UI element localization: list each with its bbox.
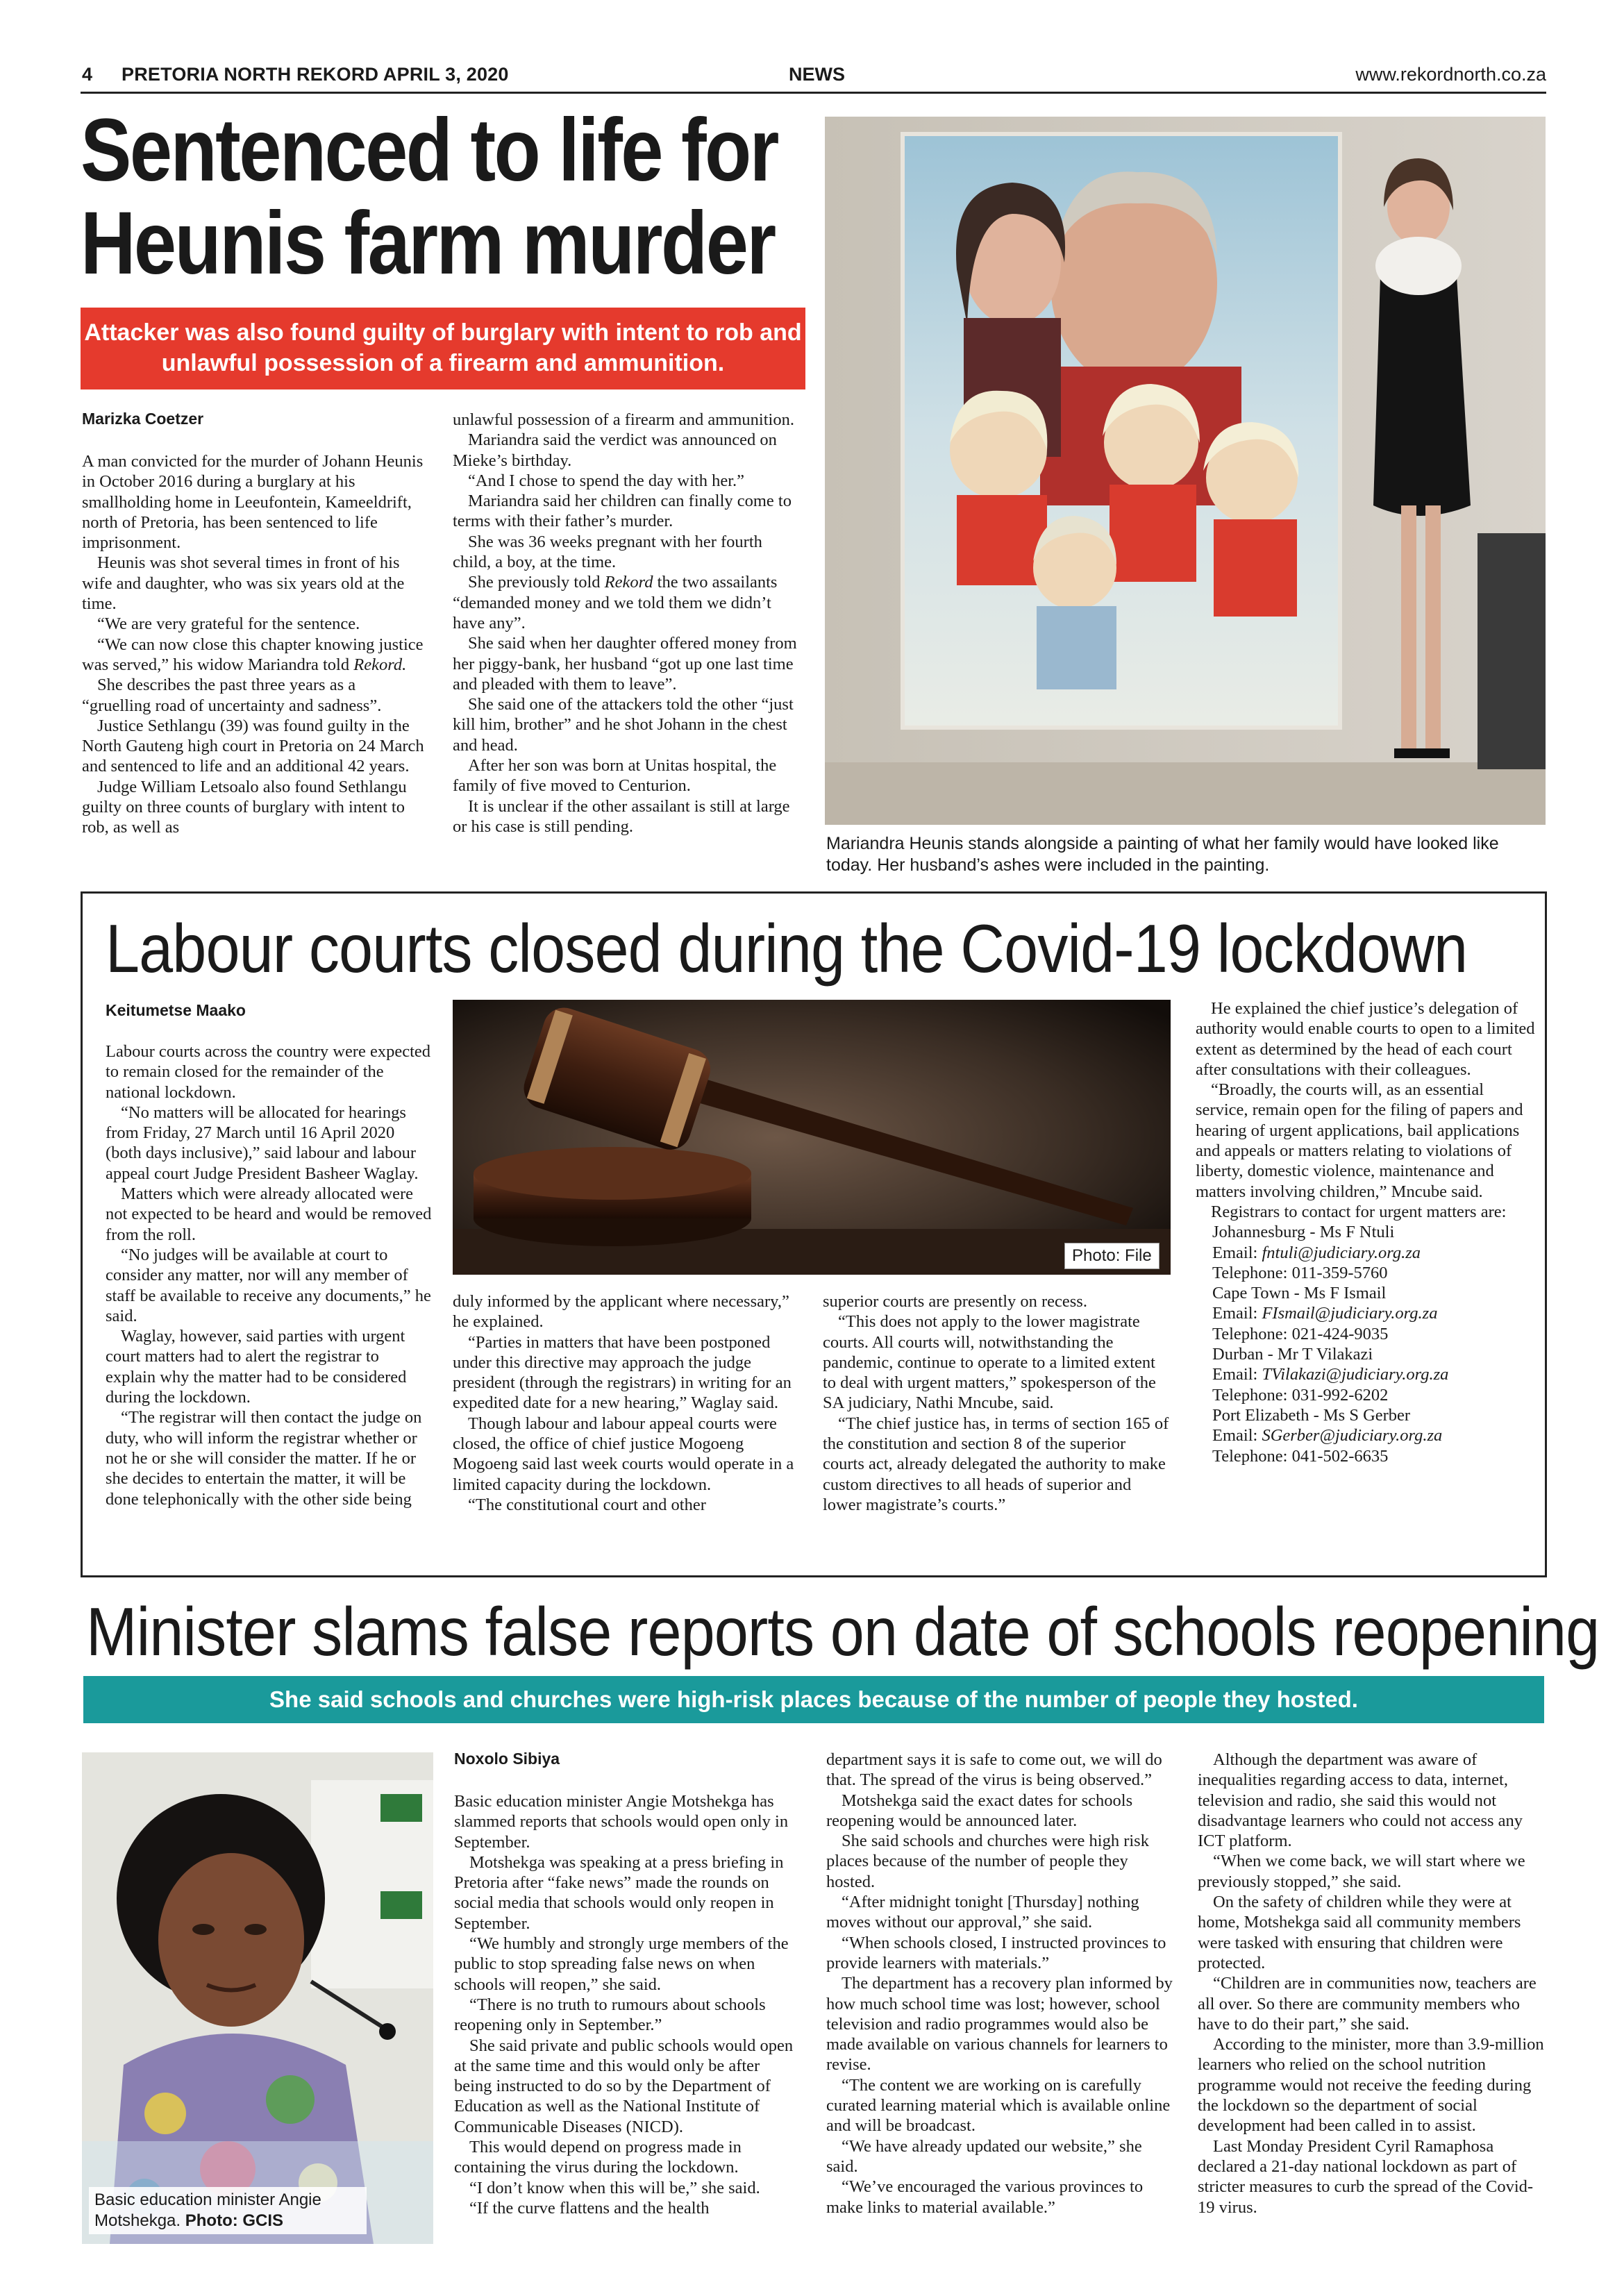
- section-label: NEWS: [789, 64, 845, 85]
- paragraph: “And I chose to spend the day with her.”: [468, 471, 745, 490]
- paragraph: Last Monday President Cyril Ramaphosa declared a 21-day national lockdown as part of stricter measures to curb the spread of the Covid-19 virus.: [1198, 2136, 1534, 2217]
- publication-dateline: PRETORIA NORTH REKORD APRIL 3, 2020: [122, 64, 509, 85]
- paragraph: “We are very grateful for the sentence.: [97, 614, 360, 634]
- contact-region: Port Elizabeth - Ms S Gerber: [1212, 1405, 1411, 1425]
- paragraph: “The content we are working on is carefully curated learning material which is available online and will be broadcast.: [826, 2075, 1171, 2136]
- paragraph: “When we come back, we will start where we previously stopped,” she said.: [1198, 1852, 1525, 1891]
- family-portrait-photo-art: [825, 117, 1546, 825]
- contact-phone: Telephone: 041-502-6635: [1212, 1446, 1389, 1466]
- paragraph: “We have already updated our website,” she said.: [826, 2136, 1142, 2176]
- paragraph: Waglay, however, said parties with urgent court matters had to alert the registrar to explain why the matter had to be considered during the lockdown.: [106, 1327, 407, 1407]
- paragraph-text: “We can now close this chapter knowing justice was served,” his widow Mariandra told: [82, 635, 424, 674]
- paragraph: “We humbly and strongly urge members of the public to stop spreading false news on when schools will reopen,” she said.: [454, 1934, 789, 1994]
- paragraph: He explained the chief justice’s delegation of authority would enable courts to open to a limited extent as determined by the head of each court after consultations with their colleagues.: [1196, 999, 1535, 1079]
- paragraph: Although the department was aware of inequalities regarding access to data, internet, television and radio, she said this would not disadvantage learners who could not access any ICT platform.: [1198, 1750, 1523, 1851]
- contact-email: [1212, 1303, 1539, 1323]
- paragraph: Heunis was shot several times in front of his wife and daughter, who was six years old at the time.: [82, 553, 405, 614]
- paragraph-text: She previously told: [468, 573, 601, 592]
- gavel-photo: [453, 1000, 1171, 1275]
- paragraph: “After midnight tonight [Thursday] nothing moves without our approval,” she said.: [826, 1893, 1139, 1932]
- paragraph: Though labour and labour appeal courts were closed, the office of chief justice Mogoeng Mogoeng said last week courts would operate in a limited capacity during the lockdown.: [453, 1414, 794, 1494]
- paragraph: “Children are in communities now, teachers are all over. So there are community members who have to do their part,” she said.: [1198, 1974, 1537, 2034]
- paragraph: Basic education minister Angie Motshekga has slammed reports that schools would open only in September.: [454, 1792, 789, 1852]
- paragraph: According to the minister, more than 3.9-million learners who relied on the school nutrition programme would not receive the feeding during the lockdown so the department of social development had been called in to assist.: [1198, 2035, 1544, 2136]
- story3-photo-caption: [89, 2187, 367, 2234]
- paragraph: “The constitutional court and other: [468, 1495, 706, 1514]
- contact-email: [1212, 1364, 1539, 1384]
- story1-byline: Marizka Coetzer: [82, 410, 204, 428]
- story3-column-2: [826, 1750, 1177, 2218]
- story1-photo-caption: Mariandra Heunis stands alongside a painting of what her family would have looked like today. Her husband’s ashes were included in the painting.: [826, 834, 1499, 875]
- story1-headline-line1: Sentenced to life for: [81, 101, 778, 200]
- paragraph: “No matters will be allocated for hearings from Friday, 27 March until 16 April 2020 (both days inclusive),” said labour and labour appeal court Judge President Basheer Waglay.: [106, 1103, 419, 1183]
- paragraph: [82, 635, 426, 676]
- paragraph: She said one of the attackers told the other “just kill him, brother” and he shot Johann in the chest and head.: [453, 695, 794, 755]
- paragraph: She said schools and churches were high risk places because of the number of people they hosted.: [826, 1832, 1149, 1891]
- paragraph-text: the two assailants “demanded money and we told them we didn’t have any”.: [453, 573, 778, 632]
- paragraph: She said when her daughter offered money from her piggy-bank, her husband “got up one last time and pleaded with them to leave”.: [453, 634, 797, 694]
- contact-phone: Telephone: 011-359-5760: [1212, 1263, 1388, 1282]
- paragraph: [453, 572, 803, 633]
- story3-headline: Minister slams false reports on date of schools reopening: [86, 1593, 1600, 1670]
- contact-email-address[interactable]: FIsmail@judiciary.org.za: [1262, 1304, 1438, 1323]
- story3-column-3: [1198, 1750, 1545, 2218]
- gavel-photo-art: [453, 1000, 1171, 1275]
- paragraph: It is unclear if the other assailant is still at large or his case is still pending.: [453, 796, 790, 836]
- story1-deck: Attacker was also found guilty of burglary with intent to rob and unlawful possession of a firearm and ammunition.: [81, 308, 805, 389]
- contact-email-label: Email:: [1212, 1426, 1262, 1446]
- paragraph: “There is no truth to rumours about schools reopening only in September.”: [454, 1995, 766, 2035]
- minister-portrait-photo: [82, 1752, 433, 2244]
- story1-column-1: [82, 451, 426, 838]
- story2-column-3: [823, 1291, 1170, 1515]
- contact-email-address[interactable]: TVilakazi@judiciary.org.za: [1262, 1365, 1449, 1384]
- paragraph: On the safety of children while they were at home, Motshekga said all community members were tasked with ensuring that children were protected.: [1198, 1893, 1521, 1972]
- registrar-contacts: [1196, 1222, 1539, 1466]
- story1-column-2: [453, 410, 803, 837]
- paragraph: “When schools closed, I instructed provinces to provide learners with materials.”: [826, 1933, 1166, 1972]
- website-url[interactable]: www.rekordnorth.co.za: [1355, 64, 1546, 85]
- rekord-name: Rekord.: [353, 655, 407, 674]
- contact-region: Johannesburg - Ms F Ntuli: [1212, 1223, 1395, 1242]
- rekord-name: Rekord: [604, 573, 653, 592]
- page-number: 4: [82, 64, 93, 85]
- minister-portrait-photo-art: [82, 1752, 433, 2244]
- contact-region: Cape Town - Ms F Ismail: [1212, 1284, 1387, 1303]
- header-rule: [81, 92, 1546, 94]
- story2-column-2: [453, 1291, 796, 1515]
- paragraph: “The registrar will then contact the judge on duty, who will inform the registrar whether or not he or she will consider the matter. If he or she decides to entertain the matter, it will be done telephonically with the other side being: [106, 1408, 422, 1509]
- story3-deck: She said schools and churches were high-risk places because of the number of people they hosted.: [83, 1676, 1544, 1723]
- story2-headline: Labour courts closed during the Covid-19 lockdown: [106, 910, 1468, 987]
- paragraph: Judge William Letsoalo also found Sethlangu guilty on three counts of burglary with intent to rob, as well as: [82, 777, 407, 837]
- story2-column-1: [106, 1041, 432, 1509]
- paragraph: superior courts are presently on recess.: [823, 1292, 1087, 1311]
- contact-phone: Telephone: 021-424-9035: [1212, 1324, 1389, 1343]
- story2-column-4: [1196, 998, 1539, 1466]
- story1-headline-line2: Heunis farm murder: [81, 194, 775, 293]
- contact-email-label: Email:: [1212, 1243, 1262, 1262]
- story2-photo-credit: Photo: File: [1064, 1243, 1160, 1269]
- paragraph: Motshekga said the exact dates for schools reopening would be announced later.: [826, 1791, 1133, 1830]
- family-portrait-photo: [825, 117, 1546, 825]
- caption-credit: Photo: GCIS: [185, 2211, 284, 2230]
- paragraph: unlawful possession of a firearm and ammunition.: [453, 410, 794, 429]
- paragraph: Mariandra said her children can finally come to terms with their father’s murder.: [453, 492, 792, 531]
- contact-phone: Telephone: 031-992-6202: [1212, 1385, 1389, 1405]
- caption-text: Basic education minister Angie Motshekga.: [94, 2190, 321, 2230]
- paragraph: Matters which were already allocated were not expected to be heard and would be removed from the roll.: [106, 1184, 432, 1244]
- story2-byline: Keitumetse Maako: [106, 1001, 246, 1019]
- paragraph: The department has a recovery plan informed by how much school time was lost; however, school television and radio programmes would also be made available on various channels for learners to revise.: [826, 1974, 1173, 2075]
- paragraph: “We’ve encouraged the various provinces to make links to material available.”: [826, 2177, 1144, 2217]
- paragraph: “Broadly, the courts will, as an essential service, remain open for the filing of papers and hearing of urgent applications, bail applications and appeals or matters relating to violations of liberty, domestic violence, maintenance and matters involving children,” Mncube said.: [1196, 1080, 1523, 1201]
- paragraph: A man convicted for the murder of Johann Heunis in October 2016 during a burglary at his smallholding home in Leeufontein, Kameeldrift, north of Pretoria, has been sentenced to life imprisonment.: [82, 452, 424, 553]
- paragraph: She said private and public schools would open at the same time and this would only be after being instructed to do so by the Department of Education as well as the National Institute of Communicable Diseases (NICD).: [454, 2036, 794, 2136]
- story3-column-1: [454, 1791, 801, 2218]
- story1-headline: [81, 101, 778, 293]
- contact-email: [1212, 1425, 1539, 1446]
- paragraph: After her son was born at Unitas hospital, the family of five moved to Centurion.: [453, 756, 777, 796]
- story3-byline: Noxolo Sibiya: [454, 1750, 560, 1768]
- paragraph: This would depend on progress made in containing the virus during the lockdown.: [454, 2138, 742, 2177]
- contact-email: [1212, 1243, 1539, 1263]
- paragraph: Motshekga was speaking at a press briefing in Pretoria after “fake news” made the rounds on social media that schools would only reopen in September.: [454, 1852, 784, 1933]
- contact-email-address[interactable]: SGerber@judiciary.org.za: [1262, 1426, 1443, 1446]
- paragraph: She describes the past three years as a “gruelling road of uncertainty and sadness”.: [82, 676, 382, 715]
- paragraph: “This does not apply to the lower magistrate courts. All courts will, notwithstanding the pandemic, continue to operate to a limited extent to deal with urgent matters,” spokesperson of the SA judiciary, Nathi Mncube, said.: [823, 1312, 1156, 1413]
- paragraph: Mariandra said the verdict was announced on Mieke’s birthday.: [453, 430, 777, 470]
- paragraph: Justice Sethlangu (39) was found guilty in the North Gauteng high court in Pretoria on 24 March and sentenced to life and an additional 42 years.: [82, 716, 424, 776]
- contact-email-address[interactable]: fntuli@judiciary.org.za: [1262, 1243, 1421, 1262]
- paragraph: Labour courts across the country were expected to remain closed for the remainder of the national lockdown.: [106, 1042, 431, 1102]
- paragraph: department says it is safe to come out, we will do that. The spread of the virus is being observed.”: [826, 1750, 1162, 1790]
- paragraph: “Parties in matters that have been postponed under this directive may approach the judge president (through the registrars) in writing for an expedited date for a new hearing,” Waglay said.: [453, 1332, 792, 1413]
- contact-region: Durban - Mr T Vilakazi: [1212, 1345, 1373, 1364]
- paragraph: “I don’t know when this will be,” she said.: [469, 2178, 760, 2197]
- contact-email-label: Email:: [1212, 1365, 1262, 1384]
- paragraph: “No judges will be available at court to consider any matter, nor will any member of staff be available to receive any documents,” he said.: [106, 1245, 431, 1325]
- paragraph: “If the curve flattens and the health: [469, 2198, 710, 2218]
- paragraph: duly informed by the applicant where necessary,” he explained.: [453, 1292, 789, 1332]
- contact-email-label: Email:: [1212, 1304, 1262, 1323]
- paragraph: Registrars to contact for urgent matters are:: [1211, 1202, 1507, 1221]
- paragraph: “The chief justice has, in terms of section 165 of the constitution and section 8 of the superior courts act, already delegated the authority to make custom directives to all heads of superior and lower magistrate’s courts.”: [823, 1414, 1169, 1514]
- paragraph: She was 36 weeks pregnant with her fourth child, a boy, at the time.: [453, 532, 762, 572]
